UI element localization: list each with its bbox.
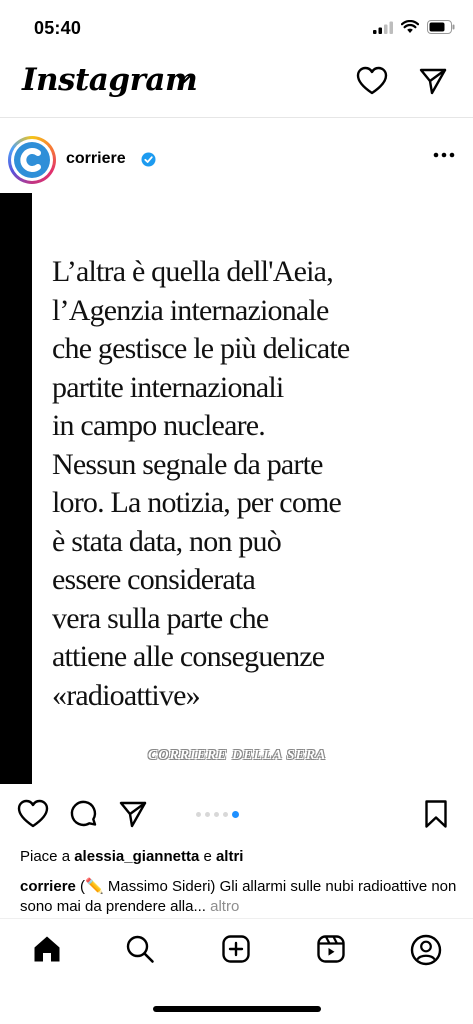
likes-others[interactable]: altri	[215, 848, 244, 865]
corriere-logo-icon	[14, 142, 50, 178]
carousel-dot	[205, 812, 210, 817]
post-text-line: che gestisce le più delicate	[52, 332, 350, 365]
status-bar	[0, 0, 473, 56]
caption-text: (✏️ Massimo Sideri) Gli allarmi sulle nubi radioattive non sono mai da prendere alla...	[20, 878, 457, 915]
post-image[interactable]	[0, 193, 473, 784]
carousel-indicator	[196, 811, 239, 818]
tabbar-divider	[0, 918, 473, 919]
home-icon[interactable]	[32, 934, 62, 964]
post-image-side-bar	[0, 193, 32, 784]
home-indicator	[153, 1006, 321, 1012]
post-text-line: partite internazionali	[52, 370, 284, 404]
post-text-line: vera sulla parte che	[52, 601, 269, 635]
post-image-text	[52, 253, 452, 715]
status-icons	[373, 20, 455, 34]
bottom-tab-bar	[0, 920, 473, 980]
post-text-line: essere considerata	[52, 563, 255, 596]
more-options-icon[interactable]	[433, 152, 455, 158]
wifi-icon	[401, 20, 419, 34]
reels-icon[interactable]	[316, 934, 346, 964]
likes-line	[20, 848, 243, 865]
post-header	[0, 128, 473, 192]
likes-prefix: Piace a	[20, 848, 71, 865]
post-text-line: «radioattive»	[52, 678, 200, 712]
share-icon[interactable]	[118, 799, 148, 829]
post-text-line: in campo nucleare.	[52, 409, 265, 442]
post-text-line: loro. La notizia, per come	[52, 486, 342, 519]
create-icon[interactable]	[221, 934, 251, 964]
battery-icon	[427, 20, 455, 34]
post-text-line: L’altra è quella dell'Aeia,	[52, 255, 333, 288]
carousel-dot	[196, 812, 201, 817]
header-divider	[0, 117, 473, 118]
carousel-dot	[223, 812, 228, 817]
status-time: 05:40	[34, 18, 82, 38]
search-icon[interactable]	[125, 934, 155, 964]
post-text-line: l’Agenzia internazionale	[52, 293, 329, 327]
profile-icon[interactable]	[410, 934, 442, 966]
comment-icon[interactable]	[69, 799, 99, 829]
post-caption	[20, 877, 460, 917]
post-text-line: attiene alle conseguenze	[52, 640, 325, 673]
instagram-logo[interactable]: Instagram	[22, 62, 198, 98]
carousel-dot	[214, 812, 219, 817]
like-icon[interactable]	[17, 799, 49, 829]
likes-user[interactable]: alessia_giannetta	[74, 848, 200, 865]
watermark-logo: CORRIERE DELLA SERA	[148, 748, 327, 763]
signal-icon	[373, 21, 393, 34]
post-text-line: Nessun segnale da parte	[52, 447, 323, 481]
chevron-down-icon[interactable]	[176, 74, 192, 84]
likes-joiner: e	[203, 848, 212, 865]
caption-username[interactable]: corriere	[20, 878, 76, 895]
post-text-line: è stata data, non può	[52, 524, 281, 558]
save-icon[interactable]	[424, 799, 448, 829]
caption-more-link[interactable]: altro	[205, 898, 240, 915]
heart-icon[interactable]	[356, 66, 388, 96]
post-username[interactable]: corriere	[66, 150, 126, 167]
app-header	[0, 56, 473, 112]
avatar[interactable]	[8, 136, 56, 184]
carousel-dot-active	[232, 811, 239, 818]
send-icon[interactable]	[418, 66, 448, 96]
verified-badge-icon	[141, 152, 156, 167]
post-actions	[0, 795, 473, 839]
